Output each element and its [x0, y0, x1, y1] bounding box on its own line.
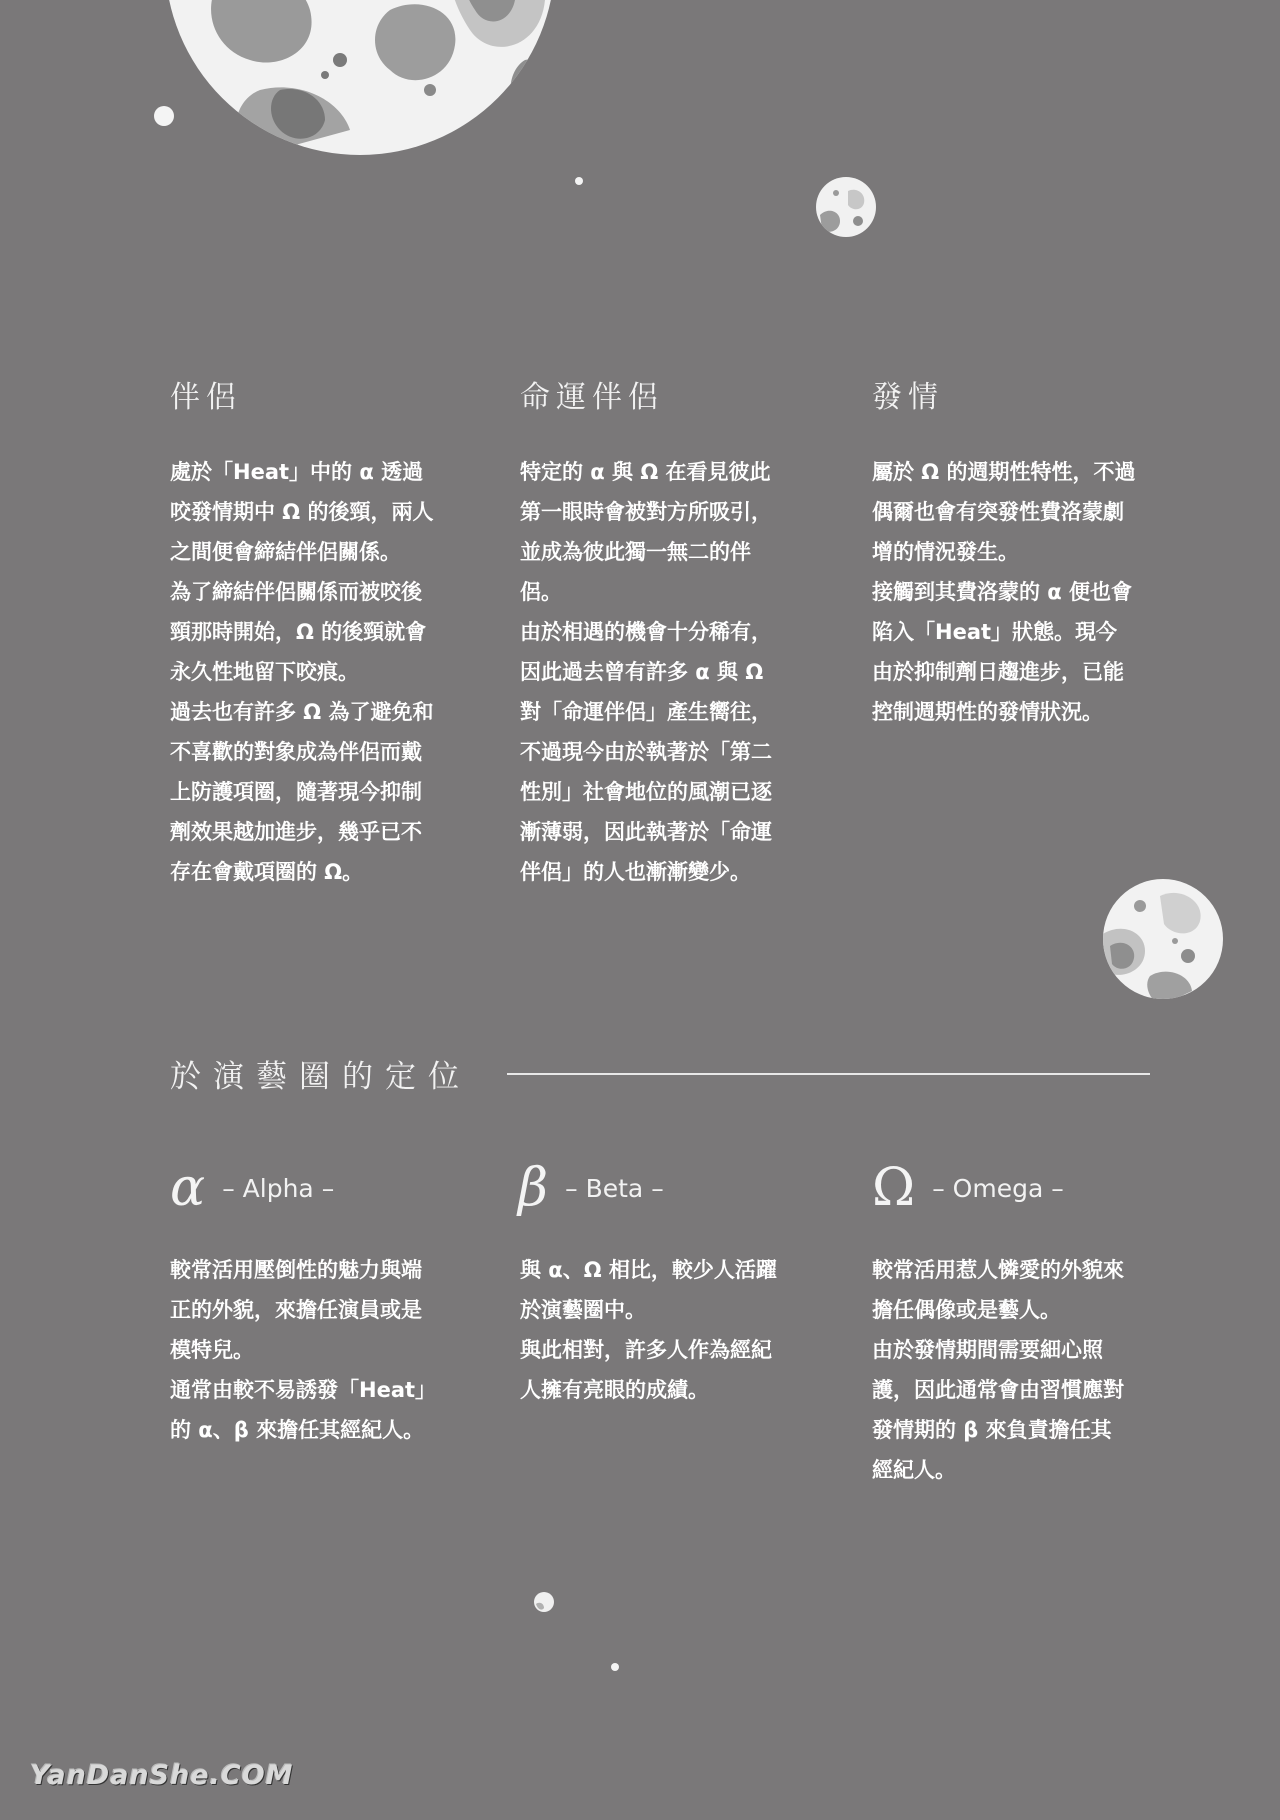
role-heading-alpha — [170, 1158, 334, 1218]
tiny-star-dot-lower — [610, 1662, 620, 1672]
role-body-alpha: 較常活用壓倒性的魅力與端 正的外貌，來擔任演員或是 模特兒。 通常由較不易誘發「Heat」 的 α、β 來擔任其經紀人。 — [170, 1258, 437, 1442]
large-moon-illustration — [160, 0, 560, 160]
omega-symbol: Ω — [872, 1158, 916, 1218]
small-star-dot — [152, 104, 176, 128]
role-name-beta: – Beta – — [565, 1173, 664, 1203]
alpha-symbol: α — [170, 1158, 206, 1218]
medium-planet-illustration — [1100, 876, 1226, 1002]
column-title-heat: 發情 — [872, 380, 944, 415]
small-planet-illustration — [814, 175, 878, 239]
section-divider — [507, 1073, 1150, 1075]
column-body-partner: 處於「Heat」中的 α 透過 咬發情期中 Ω 的後頸，兩人 之間便會締結伴侶關係。 為了締結伴侶關係而被咬後 頸那時開始，Ω 的後頸就會 永久性地留下咬痕。 過去也有許多 Ω 為了避免和 不喜歡的對象成為伴侶而戴 上防護項圈，隨著現今抑制 劑效果越加進步，幾乎已不 存在會戴項圈的 Ω。 — [170, 460, 434, 884]
section-title: 於演藝圈的定位 — [170, 1059, 471, 1095]
tiny-star-dot — [574, 176, 584, 186]
role-body-omega: 較常活用惹人憐愛的外貌來 擔任偶像或是藝人。 由於發情期間需要細心照 護，因此通常會由習慣應對 發情期的 β 來負責擔任其 經紀人。 — [872, 1258, 1124, 1482]
role-body-beta: 與 α、Ω 相比，較少人活躍 於演藝圈中。 與此相對，許多人作為經紀 人擁有亮眼的成績。 — [520, 1258, 777, 1402]
role-name-omega: – Omega – — [932, 1173, 1064, 1203]
column-title-partner: 伴侶 — [170, 380, 242, 415]
role-name-alpha: – Alpha – — [222, 1173, 335, 1203]
column-body-heat: 屬於 Ω 的週期性特性，不過 偶爾也會有突發性費洛蒙劇 增的情況發生。 接觸到其費洛蒙的 α 便也會 陷入「Heat」狀態。現今 由於抑制劑日趨進步，已能 控制週期性的發情狀況。 — [872, 460, 1136, 724]
column-body-fated-partner: 特定的 α 與 Ω 在看見彼此 第一眼時會被對方所吸引， 並成為彼此獨一無二的伴 侶。 由於相遇的機會十分稀有， 因此過去曾有許多 α 與 Ω 對「命運伴侶」產生嚮往， 不過現今由於執著於「第二 性別」社會地位的風潮已逐 漸薄弱，因此執著於「命運 伴侶」的人也漸漸變少。 — [520, 460, 772, 884]
role-heading-beta — [518, 1158, 664, 1218]
watermark: YanDanShe.COM — [30, 1760, 294, 1791]
role-heading-omega — [872, 1158, 1064, 1218]
column-title-fated-partner: 命運伴侶 — [520, 380, 664, 415]
beta-symbol: β — [518, 1158, 549, 1218]
small-moon-dot — [532, 1590, 556, 1614]
